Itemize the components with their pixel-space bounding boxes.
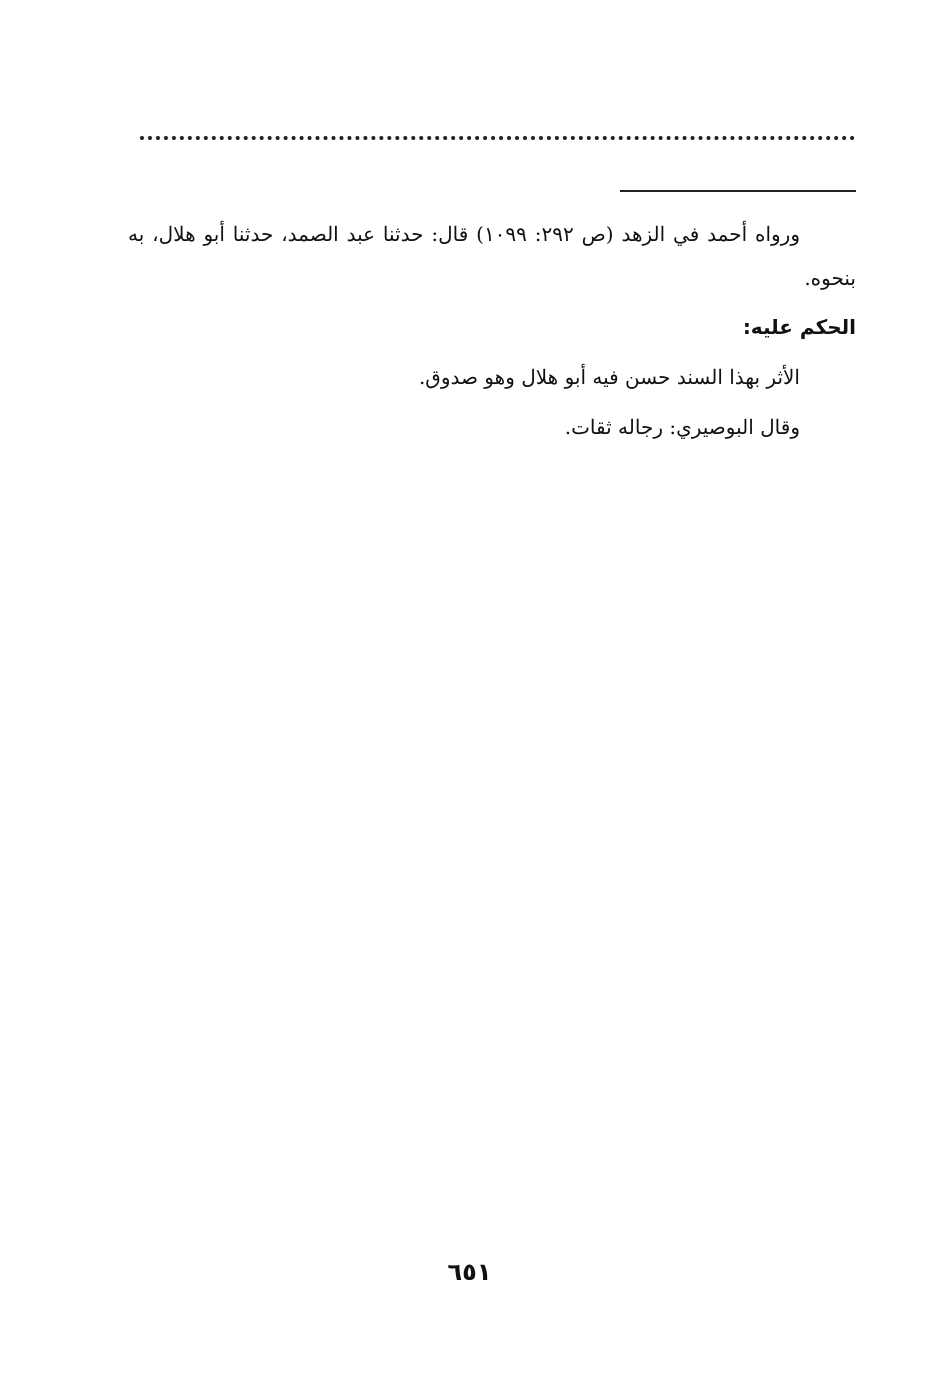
footnote-block [128,212,856,450]
footnote-paragraph: ورواه أحمد في الزهد (ص ٢٩٢: ١٠٩٩) قال: حدثنا عبد الصمد، حدثنا أبو هلال، به بنحوه. [128,222,856,290]
dotted-separator [140,136,855,140]
ruling-line-1: الأثر بهذا السند حسن فيه أبو هلال وهو صدوق. [418,365,800,389]
ruling-heading: الحكم عليه: [742,315,856,339]
footnote-rule [620,190,856,192]
ruling-line-2: وقال البوصيري: رجاله ثقات. [564,415,800,439]
page-number: ٦٥١ [447,1258,492,1286]
